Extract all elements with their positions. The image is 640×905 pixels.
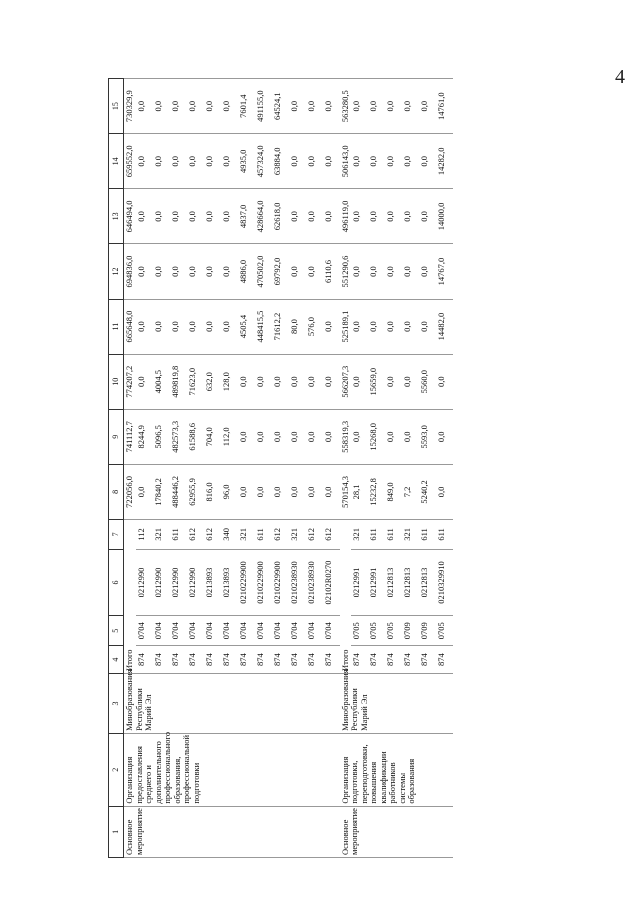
expense-type-cell: 340 xyxy=(221,519,238,549)
expense-type-cell: 612 xyxy=(204,519,221,549)
value-cell: 0,0 xyxy=(136,464,153,519)
grbs-code-cell: 874 xyxy=(436,646,453,674)
total-value-cell: 722056,0 xyxy=(124,464,136,519)
value-cell: 15268,0 xyxy=(368,409,385,464)
value-cell: 0,0 xyxy=(385,79,402,134)
value-cell: 0,0 xyxy=(238,354,255,409)
value-cell: 470502,0 xyxy=(255,244,272,299)
header-cell: 1 xyxy=(109,806,124,857)
value-cell: 0,0 xyxy=(368,134,385,189)
header-cell: 11 xyxy=(109,299,124,354)
value-cell: 69792,0 xyxy=(272,244,289,299)
section-code-cell: 0704 xyxy=(187,616,204,646)
target-article-cell: 0212813 xyxy=(402,549,419,615)
page-number: 4 xyxy=(615,66,625,88)
value-cell: 6110,6 xyxy=(323,244,340,299)
header-cell: 12 xyxy=(109,244,124,299)
grbs-code-cell: 874 xyxy=(255,646,272,674)
value-cell: 14482,0 xyxy=(436,299,453,354)
grbs-code-cell: 874 xyxy=(153,646,170,674)
target-article-cell: 0212990 xyxy=(153,549,170,615)
value-cell: 0,0 xyxy=(385,189,402,244)
header-cell: 2 xyxy=(109,733,124,806)
grbs-code-cell: 874 xyxy=(419,646,436,674)
value-cell: 0,0 xyxy=(153,134,170,189)
section-code-cell: 0709 xyxy=(402,616,419,646)
value-cell: 491155,0 xyxy=(255,79,272,134)
value-cell: 0,0 xyxy=(323,354,340,409)
value-cell: 0,0 xyxy=(323,189,340,244)
value-cell: 0,0 xyxy=(306,354,323,409)
total-value-cell: 496119,0 xyxy=(340,189,352,244)
value-cell: 0,0 xyxy=(419,79,436,134)
value-cell: 0,0 xyxy=(402,299,419,354)
expense-type-cell: 611 xyxy=(419,519,436,549)
grbs-code-cell: 874 xyxy=(289,646,306,674)
value-cell: 5096,5 xyxy=(153,409,170,464)
value-cell: 0,0 xyxy=(306,464,323,519)
value-cell: 0,0 xyxy=(221,134,238,189)
total-value-cell: 665648,0 xyxy=(124,299,136,354)
value-cell: 5560,0 xyxy=(419,354,436,409)
value-cell: 0,0 xyxy=(436,409,453,464)
value-cell: 0,0 xyxy=(419,244,436,299)
value-cell: 428664,0 xyxy=(255,189,272,244)
section-code-cell: 0705 xyxy=(368,616,385,646)
value-cell: 0,0 xyxy=(238,464,255,519)
grbs-code-cell: 874 xyxy=(385,646,402,674)
value-cell: 632,0 xyxy=(204,354,221,409)
value-cell: 0,0 xyxy=(306,409,323,464)
value-cell: 7,2 xyxy=(402,464,419,519)
target-article-cell: 0212990 xyxy=(187,549,204,615)
section-code-cell: 0704 xyxy=(306,616,323,646)
value-cell: 0,0 xyxy=(306,79,323,134)
total-value-cell: 646494,0 xyxy=(124,189,136,244)
target-article-cell: 0210329910 xyxy=(436,549,453,615)
value-cell: 0,0 xyxy=(204,299,221,354)
value-cell: 61588,6 xyxy=(187,409,204,464)
value-cell: 71612,2 xyxy=(272,299,289,354)
grbs-code-cell: 874 xyxy=(204,646,221,674)
value-cell: 0,0 xyxy=(351,354,368,409)
value-cell: 0,0 xyxy=(306,189,323,244)
value-cell: 457324,0 xyxy=(255,134,272,189)
value-cell: 0,0 xyxy=(402,244,419,299)
section-code-cell: 0704 xyxy=(238,616,255,646)
grbs-code-cell: 874 xyxy=(170,646,187,674)
value-cell: 14282,0 xyxy=(436,134,453,189)
value-cell: 62618,0 xyxy=(272,189,289,244)
value-cell: 71623,0 xyxy=(187,354,204,409)
value-cell: 0,0 xyxy=(204,244,221,299)
value-cell: 0,0 xyxy=(187,189,204,244)
value-cell: 488446,2 xyxy=(170,464,187,519)
value-cell: 0,0 xyxy=(204,79,221,134)
value-cell: 0,0 xyxy=(187,299,204,354)
value-cell: 0,0 xyxy=(419,134,436,189)
expense-type-cell: 321 xyxy=(238,519,255,549)
value-cell: 0,0 xyxy=(419,299,436,354)
header-row xyxy=(109,79,124,858)
header-cell: 3 xyxy=(109,673,124,733)
value-cell: 0,0 xyxy=(153,189,170,244)
target-article-cell: 0212813 xyxy=(385,549,402,615)
value-cell: 0,0 xyxy=(351,189,368,244)
total-value-cell: 506143,0 xyxy=(340,134,352,189)
expense-type-cell: 321 xyxy=(289,519,306,549)
value-cell: 0,0 xyxy=(323,134,340,189)
value-cell: 0,0 xyxy=(402,409,419,464)
total-value-cell: 694836,0 xyxy=(124,244,136,299)
section-code-cell: 0704 xyxy=(136,616,153,646)
executor-cell: Минобразования Республики Марий Эл xyxy=(340,673,454,733)
header-cell: 14 xyxy=(109,134,124,189)
target-article-cell: 0212991 xyxy=(368,549,385,615)
value-cell: 0,0 xyxy=(204,134,221,189)
value-cell: 0,0 xyxy=(289,354,306,409)
section-code-cell: 0704 xyxy=(170,616,187,646)
value-cell: 0,0 xyxy=(136,299,153,354)
value-cell: 0,0 xyxy=(204,189,221,244)
value-cell: 0,0 xyxy=(385,409,402,464)
value-cell: 0,0 xyxy=(323,79,340,134)
value-cell: 0,0 xyxy=(136,189,153,244)
target-article-cell: 0210238930 xyxy=(306,549,323,615)
header-cell: 6 xyxy=(109,549,124,615)
value-cell: 0,0 xyxy=(385,134,402,189)
value-cell: 0,0 xyxy=(351,134,368,189)
value-cell: 0,0 xyxy=(187,134,204,189)
total-value-cell: 730329,9 xyxy=(124,79,136,134)
activity-type-cell: Основное мероприятие xyxy=(340,806,454,857)
value-cell: 0,0 xyxy=(272,409,289,464)
expense-type-cell: 611 xyxy=(436,519,453,549)
value-cell: 704,0 xyxy=(204,409,221,464)
target-article-cell: 0210229900 xyxy=(272,549,289,615)
target-article-cell: 0210229900 xyxy=(255,549,272,615)
section-code-cell: 0704 xyxy=(255,616,272,646)
section-code-cell: 0705 xyxy=(385,616,402,646)
value-cell: 0,0 xyxy=(368,189,385,244)
value-cell: 17840,2 xyxy=(153,464,170,519)
grbs-code-cell: 874 xyxy=(368,646,385,674)
value-cell: 128,0 xyxy=(221,354,238,409)
value-cell: 0,0 xyxy=(153,79,170,134)
expense-type-cell: 612 xyxy=(323,519,340,549)
total-value-cell: 525189,1 xyxy=(340,299,352,354)
total-value-cell: 558319,3 xyxy=(340,409,352,464)
target-article-cell: 0212990 xyxy=(136,549,153,615)
value-cell: 0,0 xyxy=(221,189,238,244)
value-cell: 482573,3 xyxy=(170,409,187,464)
value-cell: 0,0 xyxy=(289,189,306,244)
section-code-cell: 0704 xyxy=(153,616,170,646)
value-cell: 112,0 xyxy=(221,409,238,464)
value-cell: 14761,0 xyxy=(436,79,453,134)
value-cell: 4935,0 xyxy=(238,134,255,189)
value-cell: 0,0 xyxy=(323,299,340,354)
value-cell: 0,0 xyxy=(187,244,204,299)
value-cell: 0,0 xyxy=(170,244,187,299)
value-cell: 0,0 xyxy=(289,134,306,189)
grbs-code-cell: 874 xyxy=(323,646,340,674)
grbs-code-cell: 874 xyxy=(187,646,204,674)
value-cell: 0,0 xyxy=(153,299,170,354)
expense-type-cell: 611 xyxy=(255,519,272,549)
activity-name-cell: Организация предоставления среднего и дополнительного профессионального образования, профессиональной подготовки xyxy=(124,733,340,806)
value-cell: 15232,8 xyxy=(368,464,385,519)
value-cell: 0,0 xyxy=(385,354,402,409)
value-cell: 96,0 xyxy=(221,464,238,519)
value-cell: 0,0 xyxy=(153,244,170,299)
header-cell: 8 xyxy=(109,464,124,519)
value-cell: 0,0 xyxy=(136,79,153,134)
value-cell: 0,0 xyxy=(170,189,187,244)
value-cell: 7601,4 xyxy=(238,79,255,134)
value-cell: 0,0 xyxy=(351,244,368,299)
value-cell: 0,0 xyxy=(368,79,385,134)
value-cell: 4886,0 xyxy=(238,244,255,299)
value-cell: 0,0 xyxy=(170,79,187,134)
grbs-code-cell: 874 xyxy=(238,646,255,674)
value-cell: 0,0 xyxy=(306,134,323,189)
value-cell: 448415,5 xyxy=(255,299,272,354)
budget-table xyxy=(108,78,453,858)
value-cell: 849,0 xyxy=(385,464,402,519)
expense-type-cell: 611 xyxy=(170,519,187,549)
section-code-cell: 0705 xyxy=(436,616,453,646)
value-cell: 0,0 xyxy=(385,299,402,354)
target-article-cell: 0213893 xyxy=(221,549,238,615)
value-cell: 0,0 xyxy=(221,244,238,299)
value-cell: 0,0 xyxy=(289,79,306,134)
section-code-cell: 0705 xyxy=(351,616,368,646)
value-cell: 0,0 xyxy=(170,299,187,354)
header-cell: 13 xyxy=(109,189,124,244)
value-cell: 0,0 xyxy=(255,409,272,464)
value-cell: 489819,8 xyxy=(170,354,187,409)
expense-type-cell: 612 xyxy=(306,519,323,549)
value-cell: 80,0 xyxy=(289,299,306,354)
value-cell: 0,0 xyxy=(272,464,289,519)
rotated-table-wrapper xyxy=(108,78,526,858)
value-cell: 0,0 xyxy=(170,134,187,189)
grbs-code-cell: 874 xyxy=(306,646,323,674)
expense-type-cell: 321 xyxy=(351,519,368,549)
target-article-cell: 0212813 xyxy=(419,549,436,615)
value-cell: 0,0 xyxy=(368,244,385,299)
activity-name-cell: Организация подготовки, переподготовки, повышения квалификации работников системы образования xyxy=(340,733,454,806)
section-code-cell: 0704 xyxy=(323,616,340,646)
value-cell: 0,0 xyxy=(289,244,306,299)
value-cell: 64524,1 xyxy=(272,79,289,134)
value-cell: 0,0 xyxy=(368,299,385,354)
expense-type-cell: 612 xyxy=(272,519,289,549)
grbs-code-cell: 874 xyxy=(402,646,419,674)
value-cell: 0,0 xyxy=(419,189,436,244)
target-article-cell: 0212991 xyxy=(351,549,368,615)
value-cell: 4837,0 xyxy=(238,189,255,244)
value-cell: 0,0 xyxy=(136,244,153,299)
value-cell: 0,0 xyxy=(402,354,419,409)
total-value-cell: 551290,6 xyxy=(340,244,352,299)
value-cell: 0,0 xyxy=(436,354,453,409)
target-article-cell: 0212990 xyxy=(170,549,187,615)
expense-type-cell: 321 xyxy=(153,519,170,549)
value-cell: 0,0 xyxy=(136,134,153,189)
total-label: Итого xyxy=(124,519,136,673)
value-cell: 576,0 xyxy=(306,299,323,354)
value-cell: 0,0 xyxy=(402,189,419,244)
value-cell: 8244,9 xyxy=(136,409,153,464)
header-cell: 7 xyxy=(109,519,124,549)
target-article-cell: 0210238930 xyxy=(289,549,306,615)
value-cell: 0,0 xyxy=(289,464,306,519)
header-cell: 15 xyxy=(109,79,124,134)
value-cell: 0,0 xyxy=(351,79,368,134)
value-cell: 0,0 xyxy=(136,354,153,409)
total-value-cell: 566207,3 xyxy=(340,354,352,409)
value-cell: 0,0 xyxy=(255,464,272,519)
value-cell: 0,0 xyxy=(402,134,419,189)
value-cell: 62955,9 xyxy=(187,464,204,519)
total-value-cell: 774207,2 xyxy=(124,354,136,409)
expense-type-cell: 321 xyxy=(402,519,419,549)
value-cell: 0,0 xyxy=(436,464,453,519)
total-value-cell: 659552,0 xyxy=(124,134,136,189)
value-cell: 5240,2 xyxy=(419,464,436,519)
section-code-cell: 0704 xyxy=(289,616,306,646)
total-row xyxy=(340,79,352,858)
expense-type-cell: 611 xyxy=(368,519,385,549)
target-article-cell: 0213893 xyxy=(204,549,221,615)
value-cell: 0,0 xyxy=(221,79,238,134)
value-cell: 63884,0 xyxy=(272,134,289,189)
grbs-code-cell: 874 xyxy=(221,646,238,674)
value-cell: 0,0 xyxy=(351,409,368,464)
executor-cell: Минобразования Республики Марий Эл xyxy=(124,673,340,733)
value-cell: 0,0 xyxy=(255,354,272,409)
header-cell: 5 xyxy=(109,616,124,646)
value-cell: 0,0 xyxy=(323,409,340,464)
grbs-code-cell: 874 xyxy=(136,646,153,674)
section-code-cell: 0704 xyxy=(272,616,289,646)
section-code-cell: 0704 xyxy=(221,616,238,646)
value-cell: 4505,4 xyxy=(238,299,255,354)
total-row xyxy=(124,79,136,858)
value-cell: 0,0 xyxy=(385,244,402,299)
section-code-cell: 0704 xyxy=(204,616,221,646)
expense-type-cell: 612 xyxy=(187,519,204,549)
value-cell: 0,0 xyxy=(306,244,323,299)
value-cell: 0,0 xyxy=(323,464,340,519)
value-cell: 5593,0 xyxy=(419,409,436,464)
value-cell: 0,0 xyxy=(402,79,419,134)
expense-type-cell: 112 xyxy=(136,519,153,549)
header-cell: 9 xyxy=(109,409,124,464)
grbs-code-cell: 874 xyxy=(272,646,289,674)
value-cell: 14000,0 xyxy=(436,189,453,244)
value-cell: 0,0 xyxy=(351,299,368,354)
value-cell: 0,0 xyxy=(238,409,255,464)
header-cell: 10 xyxy=(109,354,124,409)
grbs-code-cell: 874 xyxy=(351,646,368,674)
value-cell: 816,0 xyxy=(204,464,221,519)
value-cell: 0,0 xyxy=(187,79,204,134)
value-cell: 0,0 xyxy=(272,354,289,409)
total-value-cell: 563280,5 xyxy=(340,79,352,134)
expense-type-cell: 611 xyxy=(385,519,402,549)
total-value-cell: 741112,7 xyxy=(124,409,136,464)
total-value-cell: 570154,3 xyxy=(340,464,352,519)
value-cell: 14767,0 xyxy=(436,244,453,299)
activity-type-cell: Основное мероприятие xyxy=(124,806,340,857)
value-cell: 4004,5 xyxy=(153,354,170,409)
header-cell: 4 xyxy=(109,646,124,674)
value-cell: 0,0 xyxy=(221,299,238,354)
target-article-cell: 02102R0270 xyxy=(323,549,340,615)
value-cell: 0,0 xyxy=(289,409,306,464)
section-code-cell: 0709 xyxy=(419,616,436,646)
target-article-cell: 0210229900 xyxy=(238,549,255,615)
total-label: Итого xyxy=(340,519,352,673)
value-cell: 15659,0 xyxy=(368,354,385,409)
value-cell: 28,1 xyxy=(351,464,368,519)
